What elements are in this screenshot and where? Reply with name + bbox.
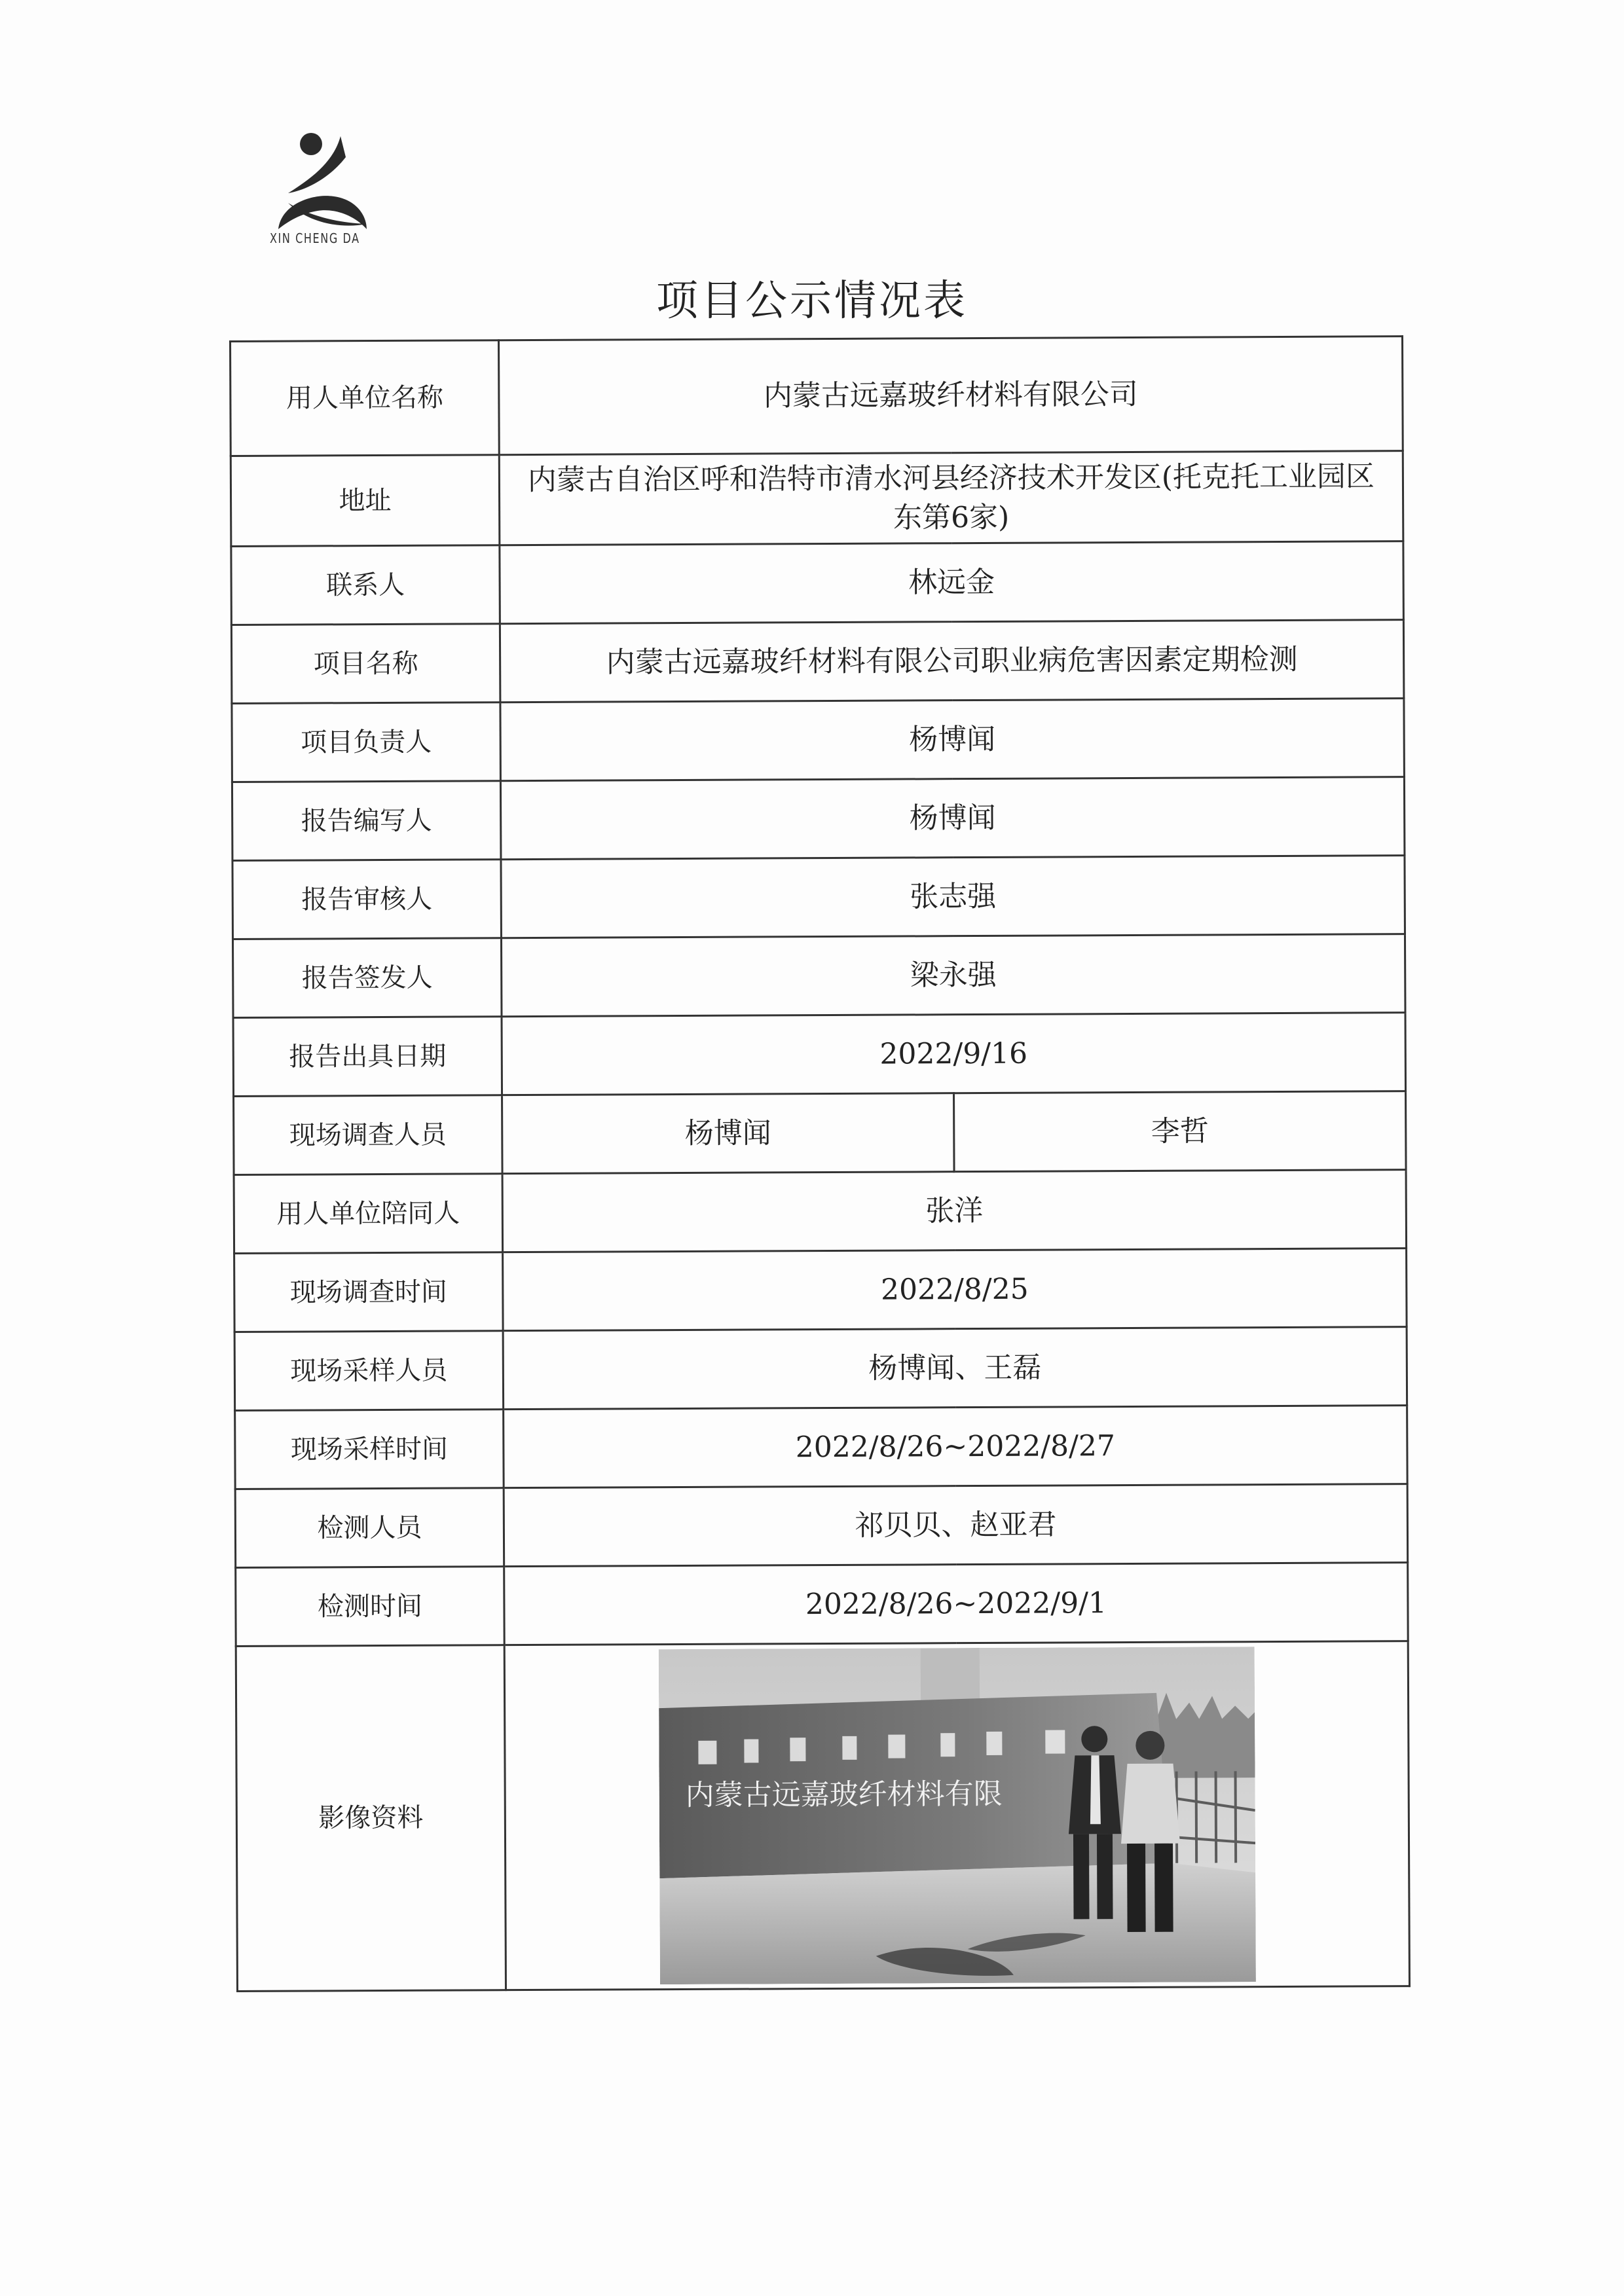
sampling-staff-label: 现场采样人员 (234, 1331, 504, 1411)
escort-label: 用人单位陪同人 (234, 1174, 503, 1254)
table-row-project-name (231, 620, 1404, 704)
table-row-employer (231, 337, 1403, 456)
testing-staff-label: 检测人员 (235, 1488, 504, 1568)
page-title: 项目公示情况表 (656, 277, 968, 325)
testing-time-label: 检测时间 (236, 1567, 505, 1647)
report-writer-value: 杨博闻 (500, 777, 1405, 860)
table-row-report-reviewer (232, 856, 1405, 939)
table-row-address (231, 451, 1403, 547)
escort-value: 张洋 (502, 1170, 1407, 1252)
address-value: 内蒙古自治区呼和浩特市清水河县经济技术开发区(托克托工业园区东第6家) (499, 451, 1403, 545)
table-row-sampling-time (235, 1406, 1408, 1489)
sampling-time-label: 现场采样时间 (235, 1410, 504, 1489)
report-reviewer-label: 报告审核人 (232, 860, 502, 939)
testing-time-value: 2022/8/26~2022/9/1 (504, 1563, 1409, 1645)
employer-label: 用人单位名称 (231, 340, 500, 456)
table-row-survey-staff (234, 1091, 1407, 1175)
images-cell (504, 1641, 1409, 1990)
table-row-project-lead (232, 699, 1405, 782)
contact-label: 联系人 (231, 545, 500, 625)
table-row-escort (234, 1170, 1407, 1254)
images-label: 影像资料 (236, 1645, 506, 1992)
report-date-value: 2022/9/16 (502, 1013, 1406, 1095)
report-reviewer-value: 张志强 (501, 856, 1405, 938)
table-row-testing-staff (235, 1484, 1408, 1568)
table-row-report-date (233, 1013, 1406, 1097)
survey-staff-label: 现场调查人员 (234, 1095, 503, 1175)
testing-staff-value: 祁贝贝、赵亚君 (504, 1484, 1408, 1567)
table-row-survey-time (234, 1248, 1407, 1332)
sampling-staff-value: 杨博闻、王磊 (503, 1327, 1407, 1410)
sign-text: 内蒙古远嘉玻纤材料有限 (685, 1777, 1003, 1812)
sampling-time-value: 2022/8/26~2022/8/27 (504, 1406, 1408, 1488)
contact-value: 林远金 (500, 541, 1404, 624)
report-date-label: 报告出具日期 (233, 1017, 502, 1097)
address-label: 地址 (231, 455, 500, 547)
employer-value: 内蒙古远嘉玻纤材料有限公司 (499, 337, 1403, 455)
table-row-testing-time (236, 1563, 1409, 1647)
table-row-contact (231, 541, 1404, 625)
table-row-report-signer (232, 934, 1405, 1018)
table-row-report-writer (232, 777, 1405, 861)
report-signer-value: 梁永强 (501, 934, 1405, 1017)
project-info-table (229, 335, 1411, 1992)
survey-time-value: 2022/8/25 (503, 1248, 1407, 1331)
survey-time-label: 现场调查时间 (234, 1252, 504, 1332)
project-lead-label: 项目负责人 (232, 702, 501, 782)
table-row-sampling-staff (234, 1327, 1407, 1411)
site-photo-image (658, 1647, 1255, 1984)
survey-staff-value-1: 杨博闻 (502, 1093, 955, 1174)
project-lead-value: 杨博闻 (500, 699, 1405, 781)
report-writer-label: 报告编写人 (232, 781, 501, 861)
project-name-value: 内蒙古远嘉玻纤材料有限公司职业病危害因素定期检测 (500, 620, 1404, 702)
project-name-label: 项目名称 (231, 624, 500, 704)
table-row-images (236, 1641, 1409, 1992)
report-signer-label: 报告签发人 (232, 938, 502, 1018)
logo-text: XIN CHENG DA (270, 230, 360, 246)
survey-staff-value-2: 李哲 (954, 1091, 1407, 1172)
site-photo (658, 1647, 1255, 1984)
